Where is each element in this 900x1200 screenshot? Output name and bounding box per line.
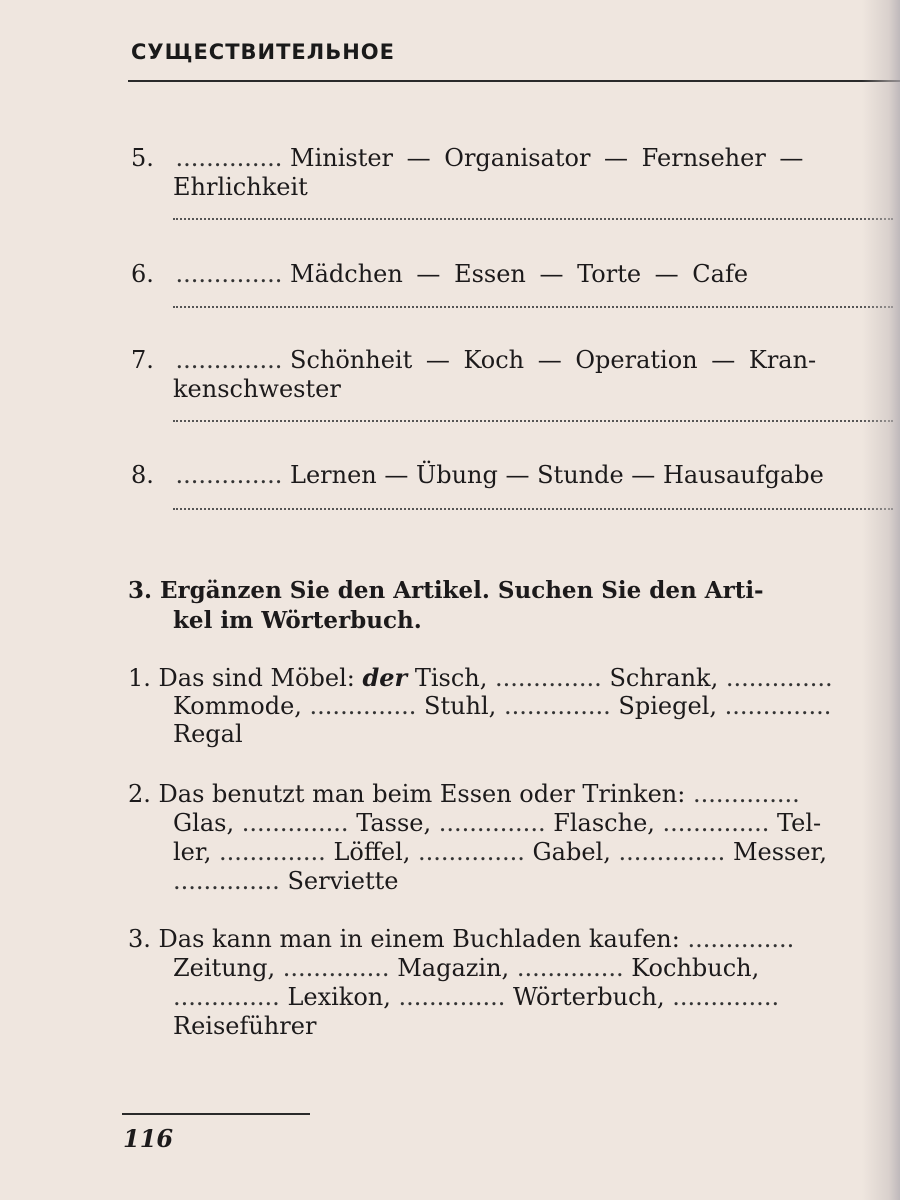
item-intro: Das benutzt man beim Essen oder Trinken: — [158, 780, 686, 808]
running-header: СУЩЕСТВИТЕЛЬНОЕ — [131, 40, 395, 64]
item-intro: Das kann man in einem Buchladen kaufen: — [158, 925, 680, 953]
exercise2-item-7-line2: kenschwester — [173, 375, 341, 403]
blank: .............. — [724, 692, 832, 720]
blank: .............. — [309, 692, 417, 720]
exercise3-item-2-line4 — [173, 867, 399, 895]
exercise3-heading-line2: kel im Wörterbuch. — [173, 607, 422, 634]
header-rule — [128, 80, 900, 82]
blank: .............. — [173, 983, 280, 1011]
noun: Magazin, — [397, 954, 510, 982]
noun: Glas, — [173, 809, 235, 837]
noun: Messer, — [732, 838, 828, 866]
word-list: Mädchen — Essen — Torte — Cafe — [290, 260, 749, 288]
noun: Wörterbuch, — [512, 983, 665, 1011]
noun: Spiegel, — [618, 692, 717, 720]
item-number: 7. — [131, 346, 154, 374]
exercise3-item-1-line3 — [173, 720, 243, 748]
item-number: 5. — [131, 144, 154, 172]
exercise3-item-3-line4 — [173, 1012, 316, 1040]
noun: Schrank, — [609, 664, 719, 692]
item-number: 1. — [128, 664, 151, 692]
exercise3-item-2-line3 — [173, 838, 827, 866]
blank: .............. — [618, 838, 726, 866]
exercise2-item-5-line2: Ehrlichkeit — [173, 173, 308, 201]
exercise3-item-1-line1 — [128, 664, 833, 692]
blank: .............. — [218, 838, 326, 866]
example-article: der — [362, 663, 408, 692]
answer-line — [173, 218, 893, 220]
noun: Zeitung, — [173, 954, 276, 982]
exercise3-item-2-line2 — [173, 809, 821, 837]
blank: .............. — [516, 954, 624, 982]
blank: .............. — [173, 867, 280, 895]
noun: Flasche, — [553, 809, 655, 837]
blank: .............. — [662, 809, 770, 837]
word-list: Schönheit — Koch — Operation — Kran- — [290, 346, 817, 374]
noun: Reiseführer — [173, 1012, 317, 1040]
blank: .............. — [175, 461, 283, 489]
blank: .............. — [495, 664, 602, 692]
blank: .............. — [175, 346, 283, 374]
exercise2-item-7-line1 — [131, 346, 816, 374]
item-intro: Das sind Möbel: — [158, 664, 355, 692]
item-number: 6. — [131, 260, 154, 288]
exercise3-item-1-line2 — [173, 692, 831, 720]
blank: .............. — [418, 838, 525, 866]
blank: .............. — [725, 664, 833, 692]
blank: .............. — [438, 809, 546, 837]
blank: .............. — [687, 925, 795, 953]
noun: ler, — [173, 838, 212, 866]
answer-line — [173, 306, 893, 308]
blank: .............. — [282, 954, 390, 982]
noun: Gabel, — [532, 838, 611, 866]
word-list: Lernen — Übung — Stunde — Hausaufgabe — [290, 461, 824, 489]
item-number: 3. — [128, 925, 151, 953]
item-number: 8. — [131, 461, 154, 489]
page-number: 116 — [123, 1124, 174, 1153]
blank: .............. — [692, 780, 800, 808]
exercise3-item-3-line3 — [173, 983, 779, 1011]
item-number: 2. — [128, 780, 151, 808]
footer-rule — [122, 1113, 310, 1115]
noun: Tisch, — [414, 664, 488, 692]
page-edge-shadow — [862, 0, 900, 1200]
exercise3-heading-line1: 3. Ergänzen Sie den Artikel. Suchen Sie den Arti- — [128, 577, 764, 604]
exercise3-item-2-line1 — [128, 780, 800, 808]
exercise2-item-8-line1 — [131, 461, 824, 489]
noun: Tasse, — [356, 809, 432, 837]
exercise2-item-6-line1 — [131, 260, 748, 288]
blank: .............. — [175, 144, 283, 172]
noun: Stuhl, — [424, 692, 497, 720]
blank: .............. — [503, 692, 611, 720]
exercise3-item-3-line2 — [173, 954, 759, 982]
noun: Serviette — [287, 867, 399, 895]
word-list: Minister — Organisator — Fernseher — — [290, 144, 804, 172]
answer-line — [173, 508, 893, 510]
noun: Lexikon, — [287, 983, 391, 1011]
noun: Kommode, — [173, 692, 302, 720]
blank: .............. — [241, 809, 349, 837]
noun: Tel- — [777, 809, 822, 837]
blank: .............. — [175, 260, 283, 288]
exercise2-item-5-line1 — [131, 144, 803, 172]
blank: .............. — [672, 983, 780, 1011]
noun: Kochbuch, — [631, 954, 760, 982]
noun: Regal — [173, 720, 243, 748]
blank: .............. — [398, 983, 506, 1011]
exercise3-item-3-line1 — [128, 925, 794, 953]
noun: Löffel, — [333, 838, 411, 866]
answer-line — [173, 420, 893, 422]
